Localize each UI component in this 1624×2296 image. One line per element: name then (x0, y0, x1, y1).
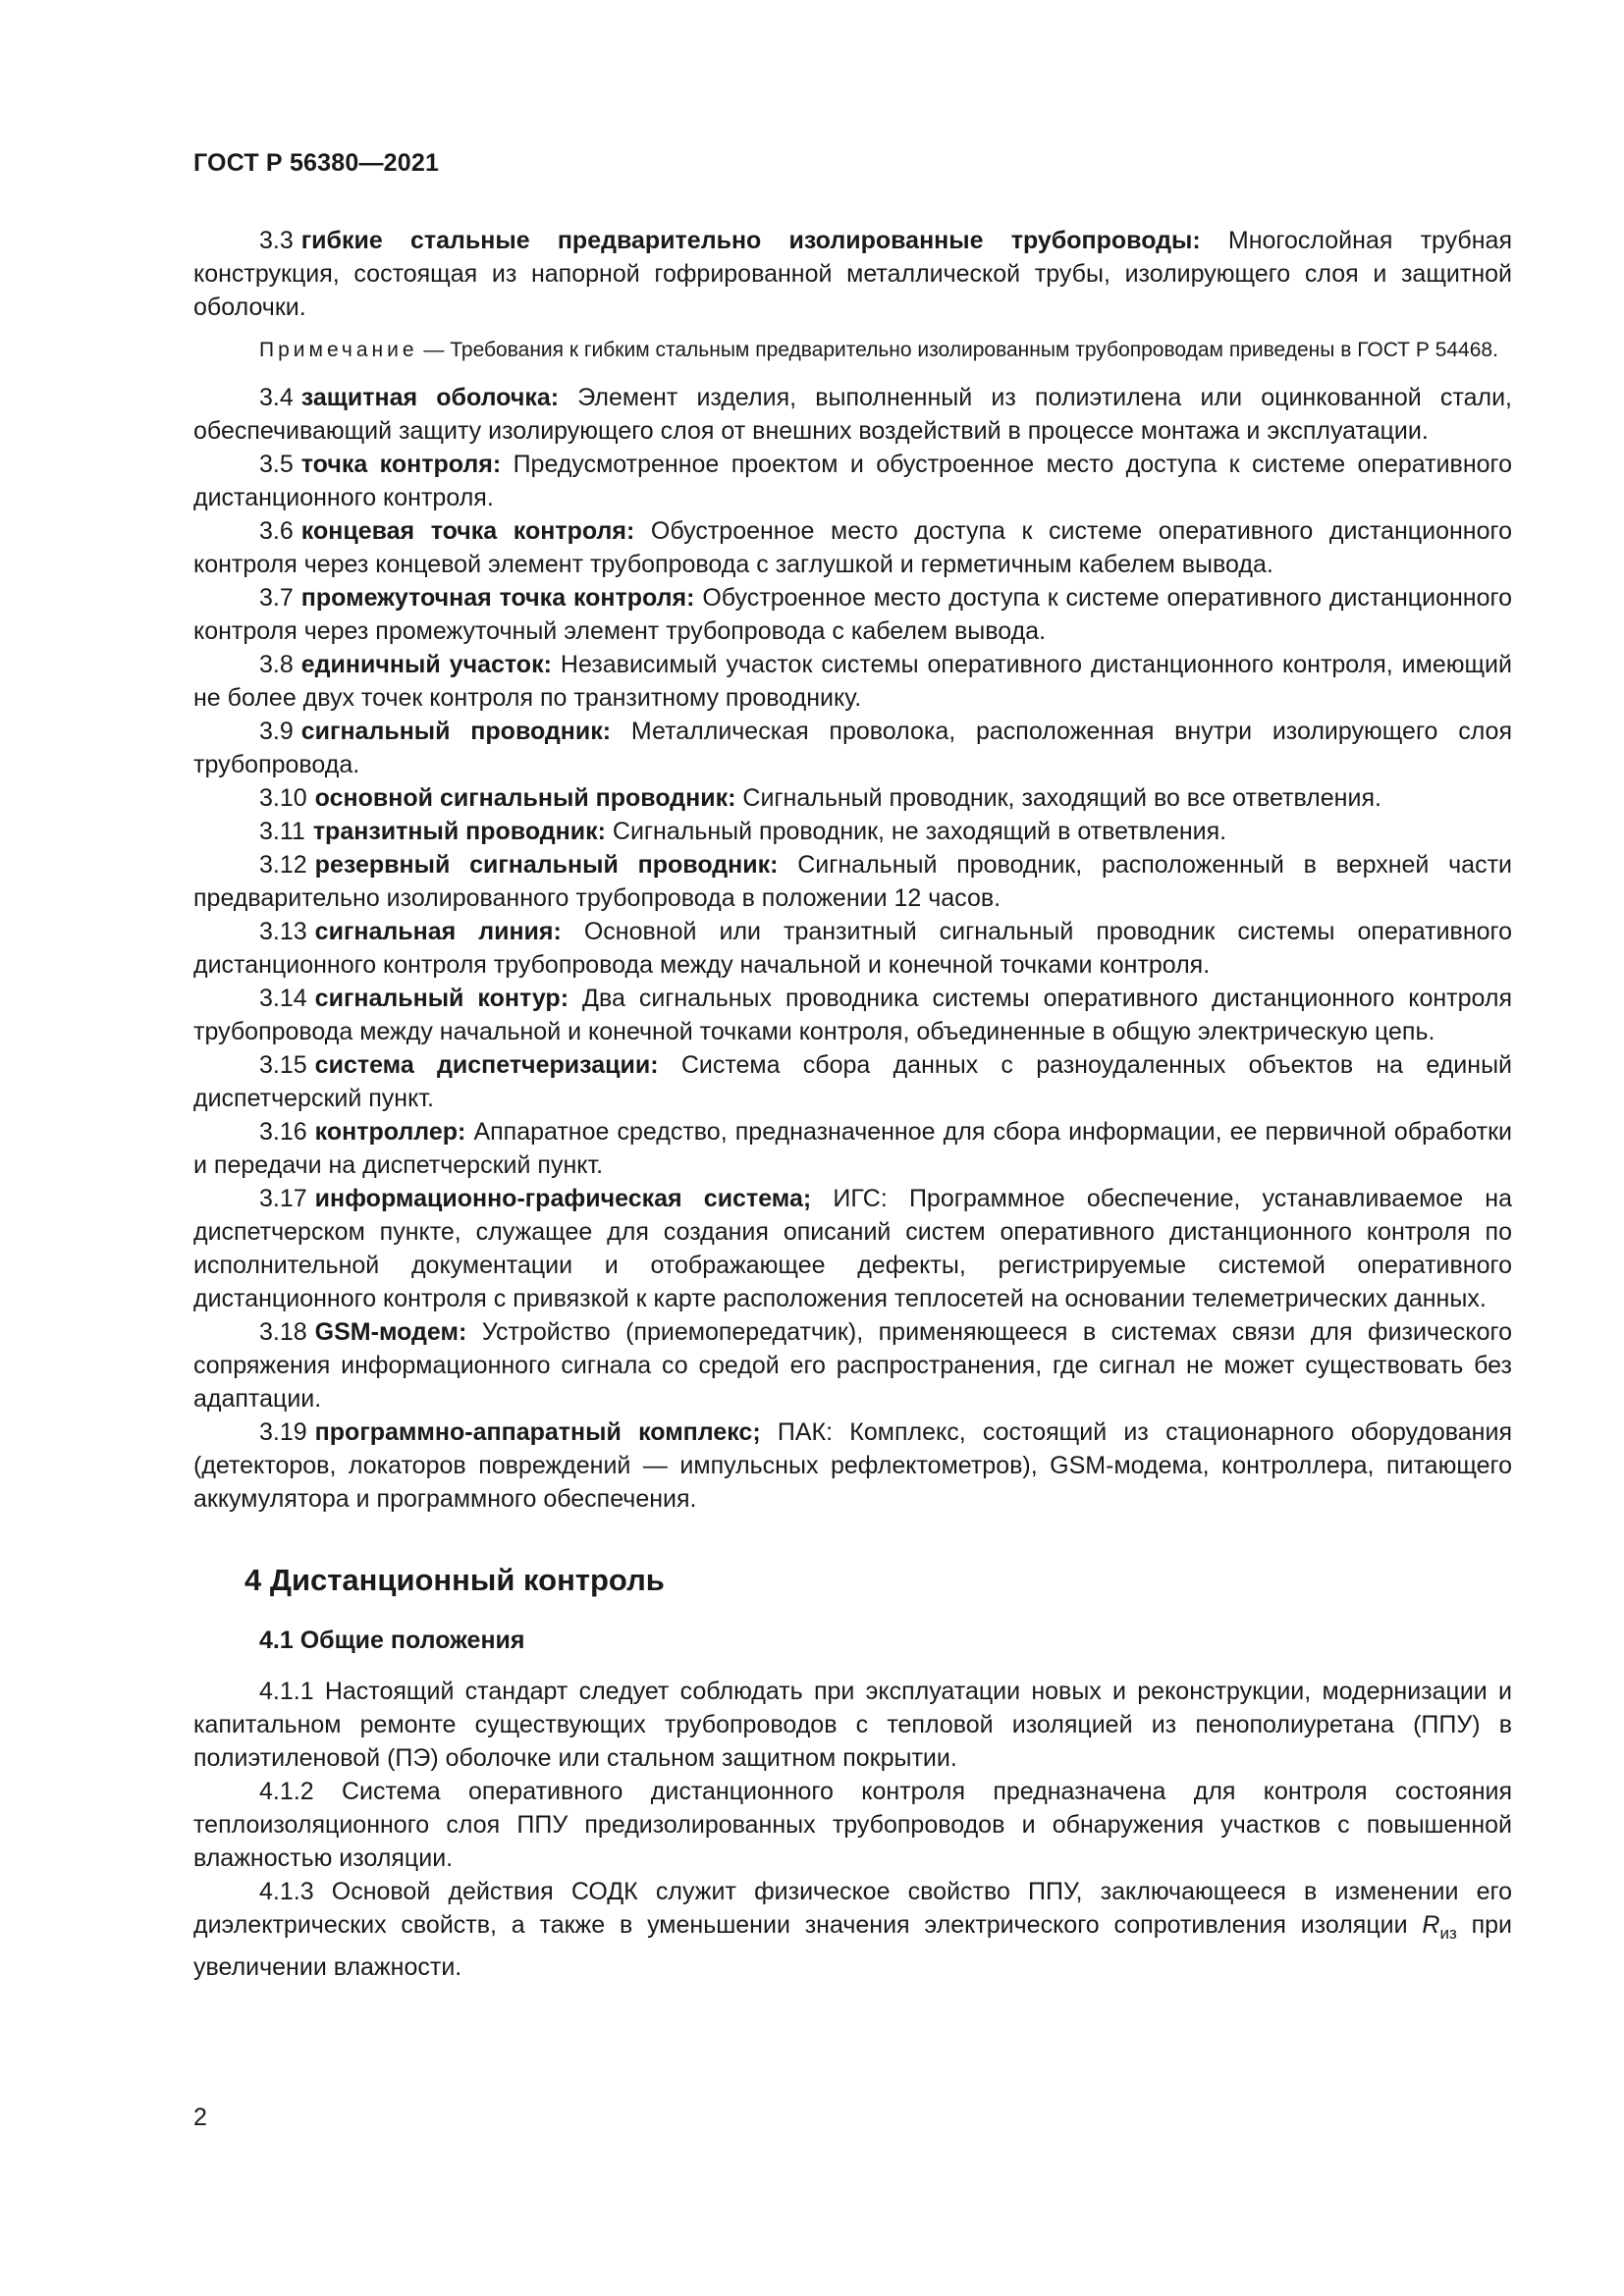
clause-number: 3.13 (259, 918, 307, 945)
definition-3-10 (193, 781, 1512, 815)
definition-3-14 (193, 982, 1512, 1048)
paragraph-4-1-1: 4.1.1 Настоящий стандарт следует соблюдать при эксплуатации новых и реконструкции, модернизации и капитальном ремонте существующих трубопроводов с тепловой изоляцией из пенополиуретана (ППУ) в полиэтиленовой (ПЭ) оболочке или стальном защитном покрытии. (193, 1678, 1512, 1772)
paragraph-text-end: при увеличении влажности. (193, 1911, 1512, 1981)
clause-number: 3.5 (259, 451, 294, 478)
definition-3-16 (193, 1115, 1512, 1182)
definition-3-8 (193, 648, 1512, 715)
term: сигнальная линия: (314, 918, 562, 945)
definition-text: Сигнальный проводник, не заходящий в ответвления. (612, 818, 1227, 845)
note (193, 336, 1512, 365)
definition-3-9 (193, 715, 1512, 781)
definition-text: Аппаратное средство, предназначенное для сбора информации, ее первичной обработки и передачи на диспетчерский пункт. (193, 1118, 1512, 1179)
term: единичный участок: (300, 651, 552, 678)
clause-number: 3.11 (259, 818, 305, 845)
clause-number: 3.7 (259, 584, 294, 612)
clause-number: 3.15 (259, 1051, 307, 1079)
definition-3-11 (193, 815, 1512, 848)
definition-3-6 (193, 514, 1512, 581)
definition-3-4 (193, 381, 1512, 448)
definition-3-18 (193, 1315, 1512, 1415)
definition-3-5 (193, 448, 1512, 514)
clause-number: 3.12 (259, 851, 307, 879)
paragraph-text: 4.1.3 Основой действия СОДК служит физическое свойство ППУ, заключающееся в изменении его диэлектрических свойств, а также в уменьшении значения электрического сопротивления изоляции (193, 1878, 1512, 1939)
term: точка контроля: (300, 451, 502, 478)
resistance-subscript: из (1439, 1924, 1457, 1943)
document-body (193, 224, 1512, 1984)
definition-text: Сигнальный проводник, заходящий во все ответвления. (742, 784, 1381, 812)
definition-text: Многослойная трубная конструкция, состоящая из напорной гофрированной металлической трубы, изолирующего слоя и защитной оболочки. (193, 227, 1512, 321)
definition-text: Независимый участок системы оперативного дистанционного контроля, имеющий не более двух точек контроля по транзитному проводнику. (193, 651, 1512, 712)
term: контроллер: (314, 1118, 466, 1146)
term: система диспетчеризации: (314, 1051, 659, 1079)
note-label: Примечание (259, 339, 418, 361)
term: программно-аппаратный комплекс; (314, 1418, 761, 1446)
definition-text: Элемент изделия, выполненный из полиэтилена или оцинкованной стали, обеспечивающий защиту изолирующего слоя от внешних воздействий в процессе монтажа и эксплуатации. (193, 384, 1513, 445)
page-number: 2 (193, 2104, 207, 2131)
term: GSM-модем: (314, 1318, 467, 1346)
section-title: 4 Дистанционный контроль (244, 1563, 665, 1597)
subsection-title: 4.1 Общие положения (259, 1627, 525, 1654)
document-code-header: ГОСТ Р 56380—2021 (193, 149, 440, 177)
term: промежуточная точка контроля: (300, 584, 695, 612)
definition-3-19 (193, 1415, 1512, 1516)
definition-text: Система сбора данных с разноудаленных объектов на единый диспетчерский пункт. (193, 1051, 1513, 1112)
term: резервный сигнальный проводник: (314, 851, 779, 879)
clause-number: 3.16 (259, 1118, 307, 1146)
paragraph-4-1-3 (193, 1875, 1512, 1984)
definition-text: ИГС: Программное обеспечение, устанавливаемое на диспетчерском пункте, служащее для создания описаний систем оперативного дистанционного контроля по исполнительной документации и отображающее дефекты, регистрируемые системой оперативного дистанционного контроля с привязкой к карте расположения теплосетей на основании телеметрических данных. (193, 1185, 1513, 1312)
definition-3-17 (193, 1182, 1512, 1315)
term: информационно-графическая система; (314, 1185, 812, 1212)
clause-number: 3.14 (259, 985, 307, 1012)
definition-text: Предусмотренное проектом и обустроенное место доступа к системе оперативного дистанционного контроля. (193, 451, 1513, 511)
definition-text: ПАК: Комплекс, состоящий из стационарного оборудования (детекторов, локаторов повреждений — импульсных рефлектометров), GSM-модема, контроллера, питающего аккумулятора и программного обеспечения. (193, 1418, 1512, 1513)
definition-text: Металлическая проволока, расположенная внутри изолирующего слоя трубопровода. (193, 718, 1512, 778)
clause-number: 3.10 (259, 784, 307, 812)
clause-number: 3.17 (259, 1185, 307, 1212)
clause-number: 3.18 (259, 1318, 307, 1346)
clause-number: 3.4 (259, 384, 294, 411)
clause-number: 3.19 (259, 1418, 307, 1446)
term: гибкие стальные предварительно изолированные трубопроводы: (300, 227, 1201, 254)
definition-text: Обустроенное место доступа к системе оперативного дистанционного контроля через концевой элемент трубопровода с заглушкой и герметичным кабелем вывода. (193, 517, 1512, 578)
resistance-symbol: R (1422, 1911, 1440, 1939)
term: транзитный проводник: (312, 818, 606, 845)
definition-3-12 (193, 848, 1512, 915)
definition-text: Устройство (приемопередатчик), применяющееся в системах связи для физического сопряжения информационного сигнала со средой его распространения, где сигнал не может существовать без адаптации. (193, 1318, 1512, 1413)
definition-3-15 (193, 1048, 1512, 1115)
term: защитная оболочка: (300, 384, 560, 411)
paragraph-4-1-2: 4.1.2 Система оперативного дистанционного контроля предназначена для контроля состояния теплоизоляционного слоя ППУ предизолированных трубопроводов и обнаружения участков с повышенной влажностью изоляции. (193, 1778, 1512, 1872)
term: сигнальный проводник: (300, 718, 612, 745)
clause-number: 3.6 (259, 517, 294, 545)
clause-number: 3.8 (259, 651, 294, 678)
note-text: — Требования к гибким стальным предварительно изолированным трубопроводам приведены в ГОСТ Р 54468. (423, 339, 1498, 361)
term: концевая точка контроля: (300, 517, 635, 545)
definition-3-3 (193, 224, 1512, 324)
definition-3-7 (193, 581, 1512, 648)
clause-number: 3.9 (259, 718, 294, 745)
definition-text: Обустроенное место доступа к системе оперативного дистанционного контроля через промежуточный элемент трубопровода с кабелем вывода. (193, 584, 1512, 645)
definition-text: Сигнальный проводник, расположенный в верхней части предварительно изолированного трубопровода в положении 12 часов. (193, 851, 1512, 912)
definition-text: Основной или транзитный сигнальный проводник системы оперативного дистанционного контроля трубопровода между начальной и конечной точками контроля. (193, 918, 1513, 979)
term: сигнальный контур: (314, 985, 569, 1012)
clause-number: 3.3 (259, 227, 294, 254)
term: основной сигнальный проводник: (314, 784, 736, 812)
definition-text: Два сигнальных проводника системы оперативного дистанционного контроля трубопровода между начальной и конечной точками контроля, объединенные в общую электрическую цепь. (193, 985, 1512, 1045)
definition-3-13 (193, 915, 1512, 982)
